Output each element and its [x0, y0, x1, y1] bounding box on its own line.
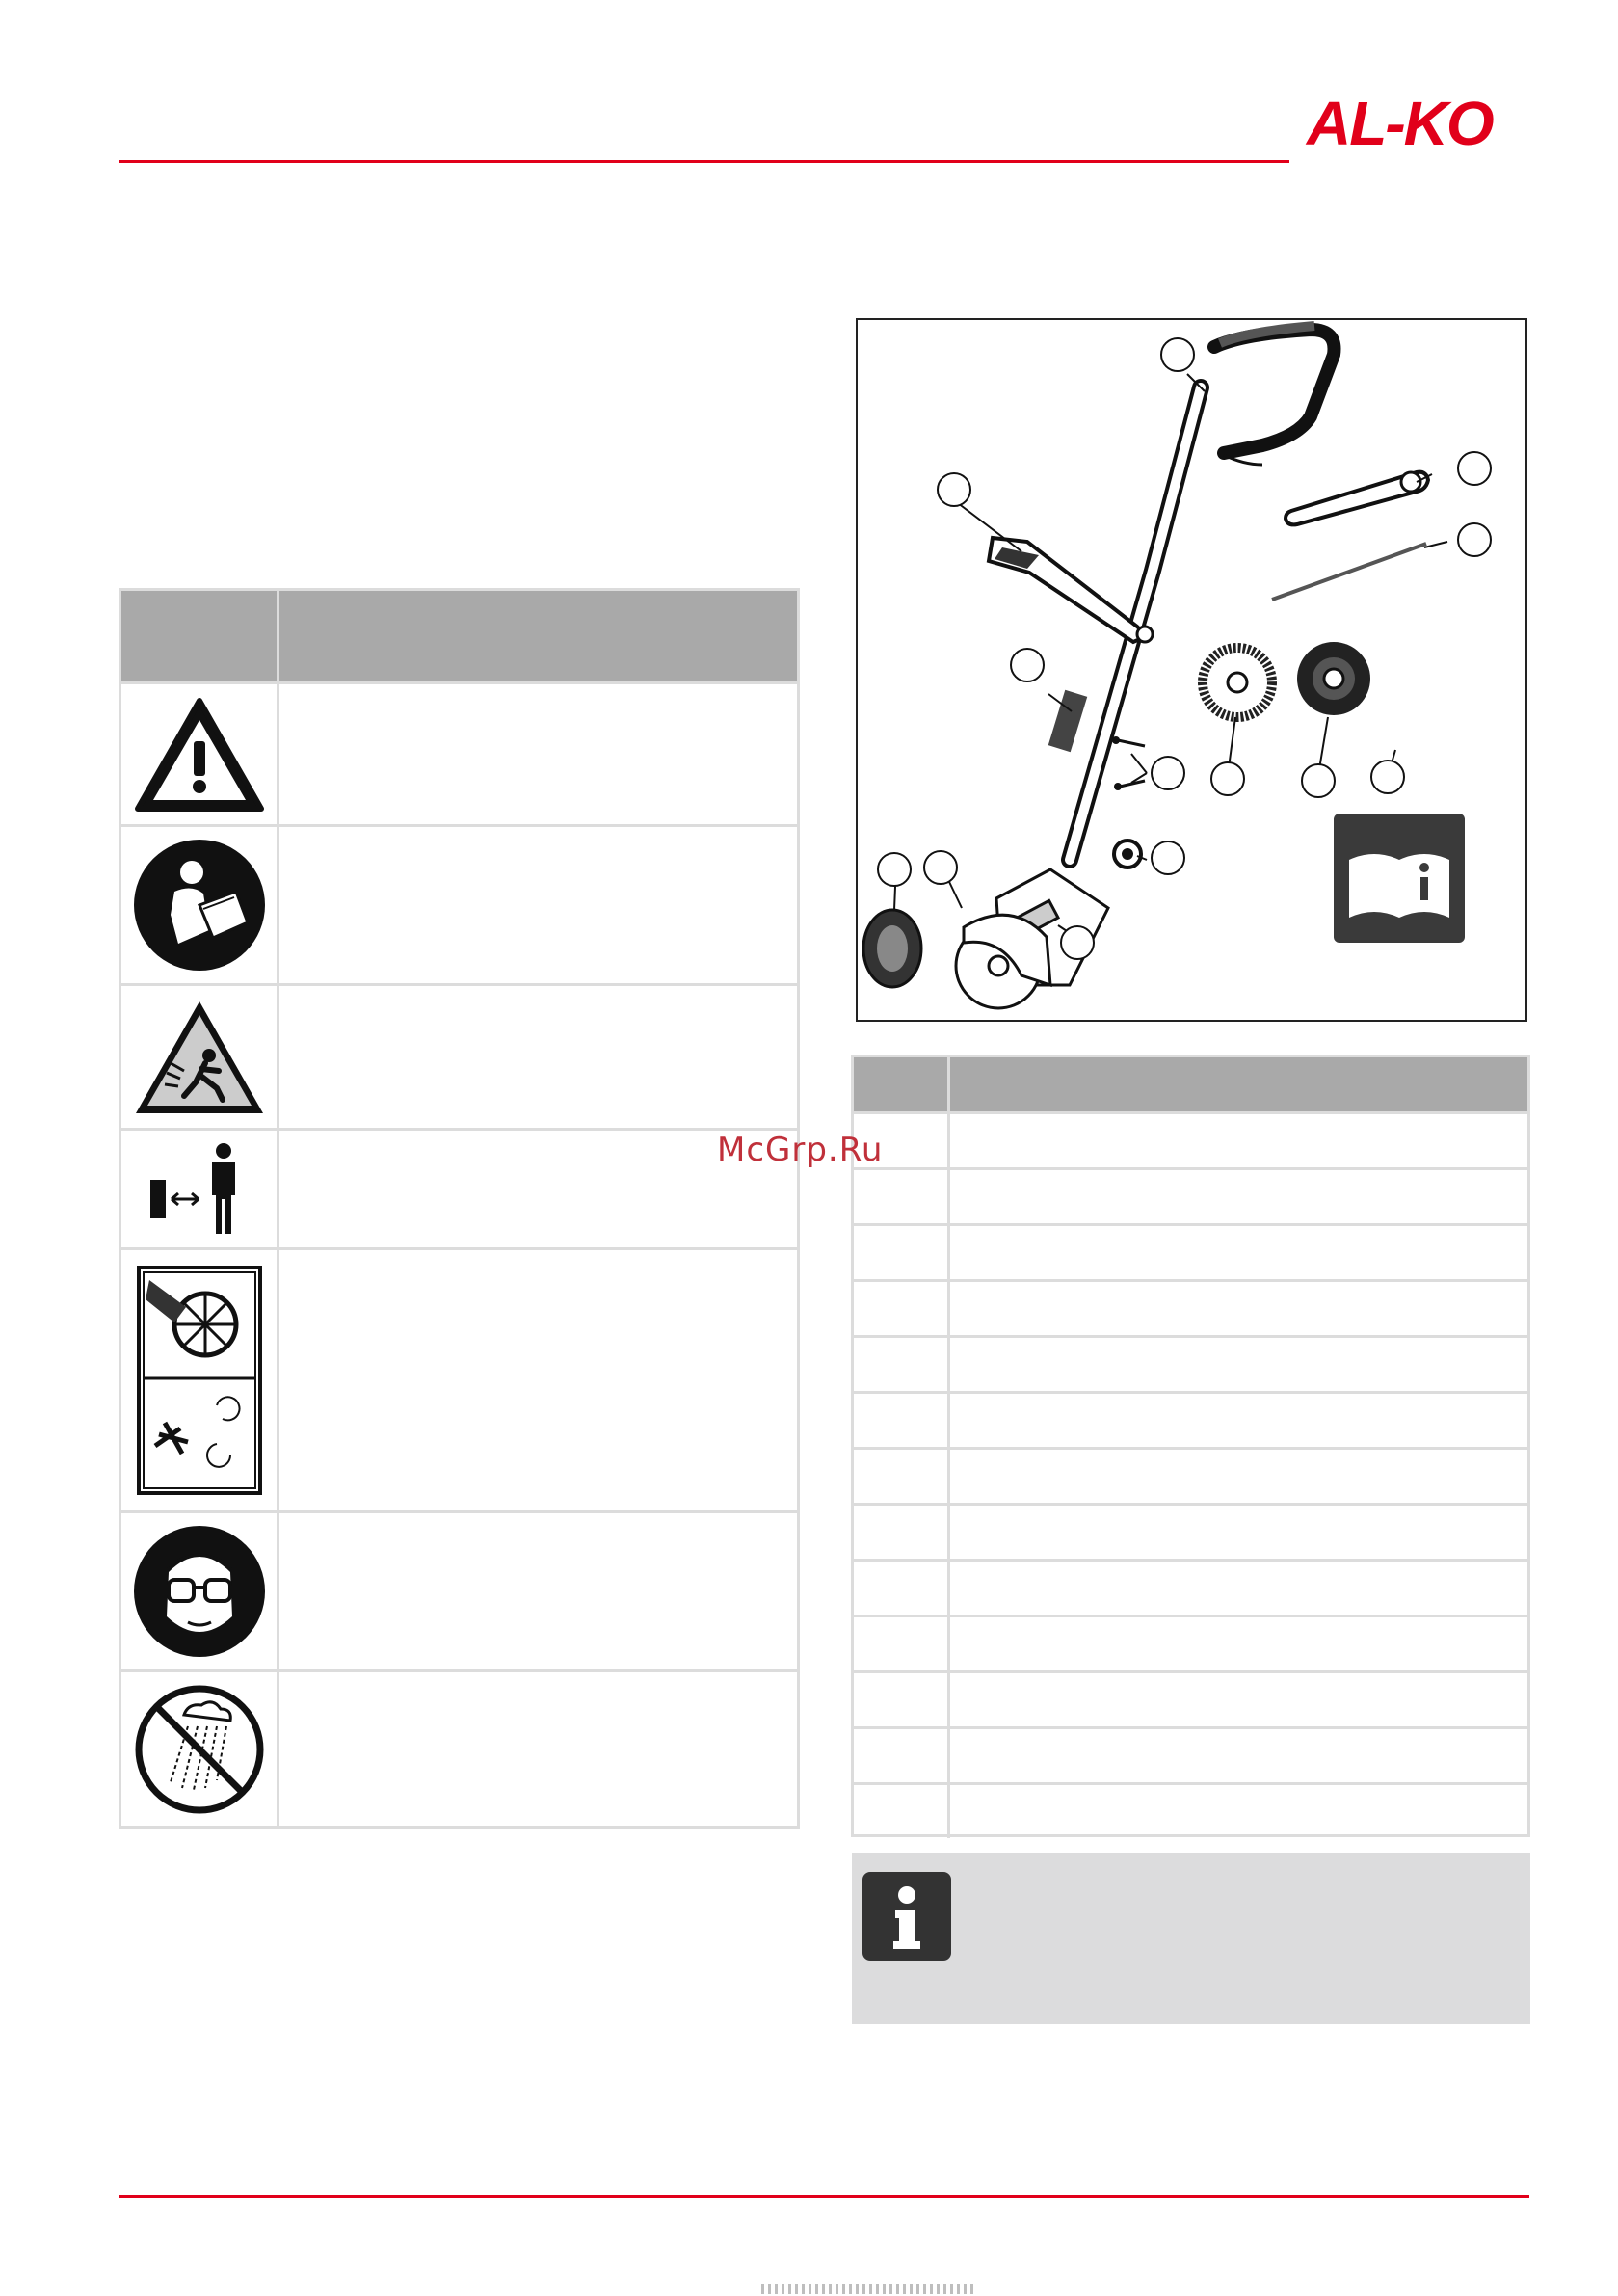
- callout-circle: [923, 850, 958, 885]
- symbol-row: [121, 1669, 797, 1826]
- footer-rule: [119, 2195, 1529, 2198]
- symbol-row: [121, 1128, 797, 1247]
- callout-circle: [1370, 760, 1405, 794]
- symbol-row: [121, 983, 797, 1128]
- symbols-table: [119, 588, 800, 1829]
- table-row: [854, 1391, 1527, 1447]
- callout-circle: [1151, 841, 1185, 875]
- flying-objects-hazard-icon: [132, 996, 267, 1119]
- table-row: [854, 1223, 1527, 1279]
- callout-circle: [1151, 756, 1185, 790]
- rotating-brush-hazard-icon: [136, 1265, 263, 1496]
- parts-table: [851, 1055, 1530, 1837]
- table-row: [854, 1726, 1527, 1782]
- table-row: [854, 1335, 1527, 1391]
- symbols-table-header: [121, 591, 797, 681]
- callout-circle: [1210, 761, 1245, 796]
- keep-distance-icon: [146, 1141, 252, 1238]
- watermark-text: McGrp.Ru: [717, 1131, 884, 1169]
- eye-protection-icon: [132, 1524, 267, 1659]
- table-row: [854, 1167, 1527, 1223]
- callout-circle: [1010, 648, 1045, 682]
- callout-circle: [877, 852, 912, 887]
- info-note-box: [852, 1853, 1530, 2024]
- table-row: [854, 1111, 1527, 1167]
- table-row: [854, 1782, 1527, 1838]
- symbol-row: [121, 1247, 797, 1510]
- product-figure: [856, 318, 1527, 1022]
- symbol-row: [121, 824, 797, 983]
- symbol-row: [121, 681, 797, 824]
- info-icon: [862, 1872, 951, 1961]
- brand-logo: AL-KO: [1307, 89, 1493, 158]
- read-manual-icon: [132, 838, 267, 973]
- table-row: [854, 1615, 1527, 1670]
- warning-triangle-icon: [132, 693, 267, 816]
- callout-circle: [937, 472, 971, 507]
- edge-brush-illustration: [858, 320, 1525, 1020]
- callout-circle: [1060, 925, 1095, 960]
- table-row: [854, 1559, 1527, 1615]
- callout-circle: [1160, 337, 1195, 372]
- footer-artifact: [761, 2284, 973, 2294]
- table-row: [854, 1670, 1527, 1726]
- header-rule: [119, 160, 1289, 163]
- parts-table-header: [854, 1057, 1527, 1111]
- symbol-row: [121, 1510, 797, 1669]
- manual-info-icon: [1334, 814, 1465, 943]
- table-row: [854, 1279, 1527, 1335]
- callout-circle: [1457, 451, 1492, 486]
- no-rain-icon: [132, 1682, 267, 1817]
- table-row: [854, 1503, 1527, 1559]
- callout-circle: [1457, 522, 1492, 557]
- callout-circle: [1301, 763, 1336, 798]
- table-row: [854, 1447, 1527, 1503]
